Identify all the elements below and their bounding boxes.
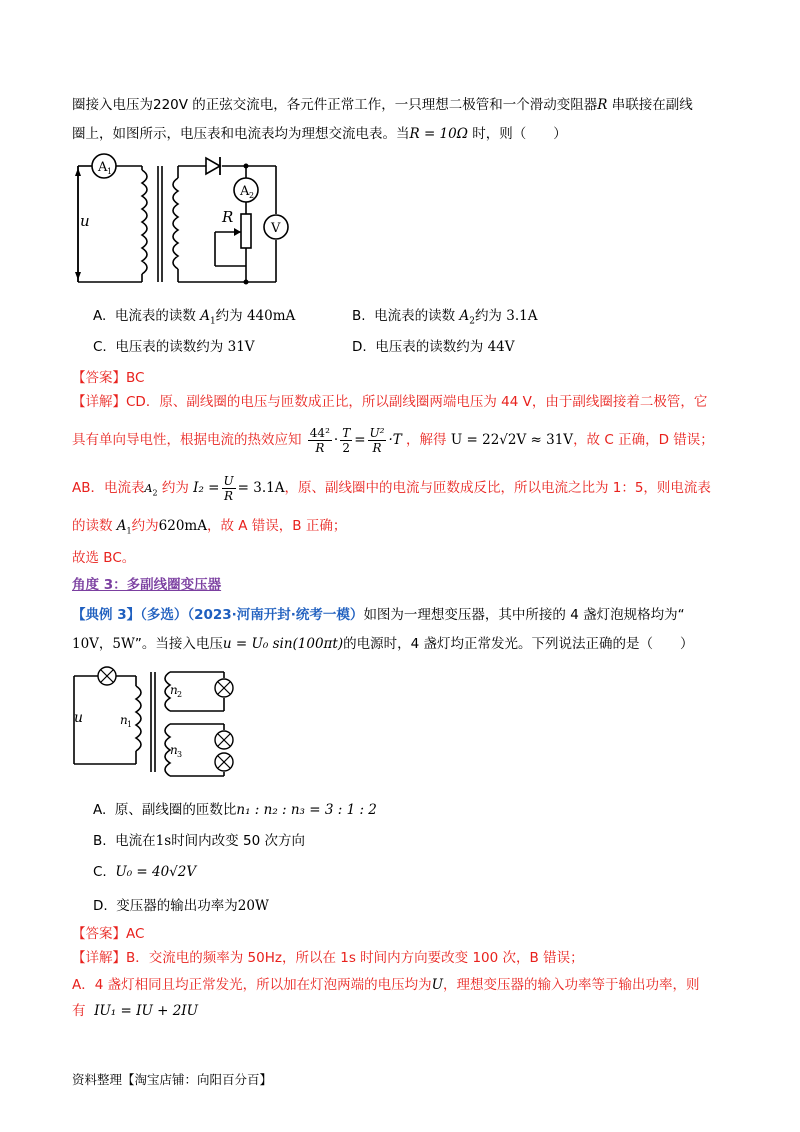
- detail-1-line-5: 故选 BC。: [72, 550, 136, 566]
- ammeter-a2-label: A: [240, 184, 250, 199]
- resistor-label: R: [222, 208, 234, 226]
- answer-2: 【答案】AC: [72, 926, 145, 942]
- option-1a: A. 电流表的读数 $A_1$约为 440mA: [93, 308, 296, 327]
- detail-1-line-1: 【详解】CD．原、副线圈的电压与匝数成正比，所以副线圈两端电压为 44 V，由于副线圈接着二极管，它: [72, 394, 708, 410]
- detail-2-line-2: A．4 盏灯相同且均正常发光，所以加在灯泡两端的电压均为U，理想变压器的输入功率等于输出功率，则: [72, 977, 700, 993]
- ammeter-a1-label: A: [98, 160, 108, 175]
- rheostat-icon: [241, 214, 251, 248]
- lamp-icon: [215, 679, 233, 697]
- voltage-u-label-2: u: [74, 710, 84, 726]
- footer-note: 资料整理【淘宝店铺：向阳百分百】: [72, 1072, 273, 1087]
- svg-text:1: 1: [127, 720, 133, 729]
- voltmeter-label: V: [271, 221, 281, 236]
- detail-2-line-1: 【详解】B．交流电的频率为 50Hz，所以在 1s 时间内方向要改变 100 次，B 错误；: [72, 950, 584, 966]
- option-1b: B. 电流表的读数 $A_2$约为 3.1A: [352, 308, 538, 327]
- example-3-line-2: 10V，5W”。当接入电压u = U₀ sin(100πt)的电源时，4 盏灯均正常发光。下列说法正确的是（ ）: [72, 636, 694, 652]
- lamp-icon: [215, 731, 233, 749]
- detail-1-line-3: AB．电流表$A_2$ 约为 I₂ = $\frac{U}{R}$ = 3.1A，原、副线圈中的电流与匝数成反比，所以电流之比为 1：5，则电流表: [72, 474, 711, 503]
- detail-2-line-3: 有 IU₁ = IU + 2IU: [72, 1003, 199, 1019]
- svg-text:2: 2: [249, 191, 255, 200]
- question-line-1: 圈接入电压为220V 的正弦交流电，各元件正常工作，一只理想二极管和一个滑动变阻器R 串联接在副线: [72, 97, 693, 113]
- detail-1-line-4: 的读数 $A_1$约为620mA，故 A 错误，B 正确；: [72, 518, 347, 536]
- option-2b: B. 电流在1s时间内改变 50 次方向: [93, 833, 305, 849]
- option-2c: C. U₀ = 40√2V: [93, 864, 197, 880]
- svg-text:1: 1: [107, 167, 113, 176]
- svg-text:2: 2: [177, 690, 183, 699]
- svg-text:3: 3: [177, 750, 183, 759]
- section-heading: 角度 3：多副线圈变压器: [72, 577, 222, 593]
- diode-icon: [206, 157, 220, 175]
- circuit-diagram-1: [70, 150, 295, 290]
- option-1d: D. 电压表的读数约为 44V: [352, 339, 515, 355]
- option-2d: D. 变压器的输出功率为20W: [93, 898, 269, 914]
- lamp-icon: [98, 667, 116, 685]
- svg-text:n: n: [120, 713, 128, 727]
- svg-text:n: n: [170, 683, 178, 697]
- voltage-u-label: u: [80, 212, 90, 230]
- svg-text:n: n: [170, 743, 178, 757]
- answer-1: 【答案】BC: [72, 370, 145, 386]
- question-line-2: 圈上，如图所示，电压表和电流表均为理想交流电表。当R = 10Ω 时，则（ ）: [72, 126, 567, 142]
- example-3-line-1: 【典例 3】（多选）（2023·河南开封·统考一模）如图为一理想变压器，其中所接的 4 盏灯泡规格均为“: [72, 607, 685, 623]
- option-1c: C. 电压表的读数约为 31V: [93, 339, 255, 355]
- option-2a: A. 原、副线圈的匝数比n₁ : n₂ : n₃ = 3 : 1 : 2: [93, 802, 377, 818]
- lamp-icon: [215, 753, 233, 771]
- circuit-diagram-2: [70, 664, 250, 784]
- detail-1-line-2: 具有单向导电性，根据电流的热效应知 $\frac{\text{44²}}{R}$ · $\frac{T}{2}$ = $\frac{\text{U²}}{R}$ ·T ，解得 U = 22√2V ≈ 31V，故 C 正确，D 错误；: [72, 426, 714, 455]
